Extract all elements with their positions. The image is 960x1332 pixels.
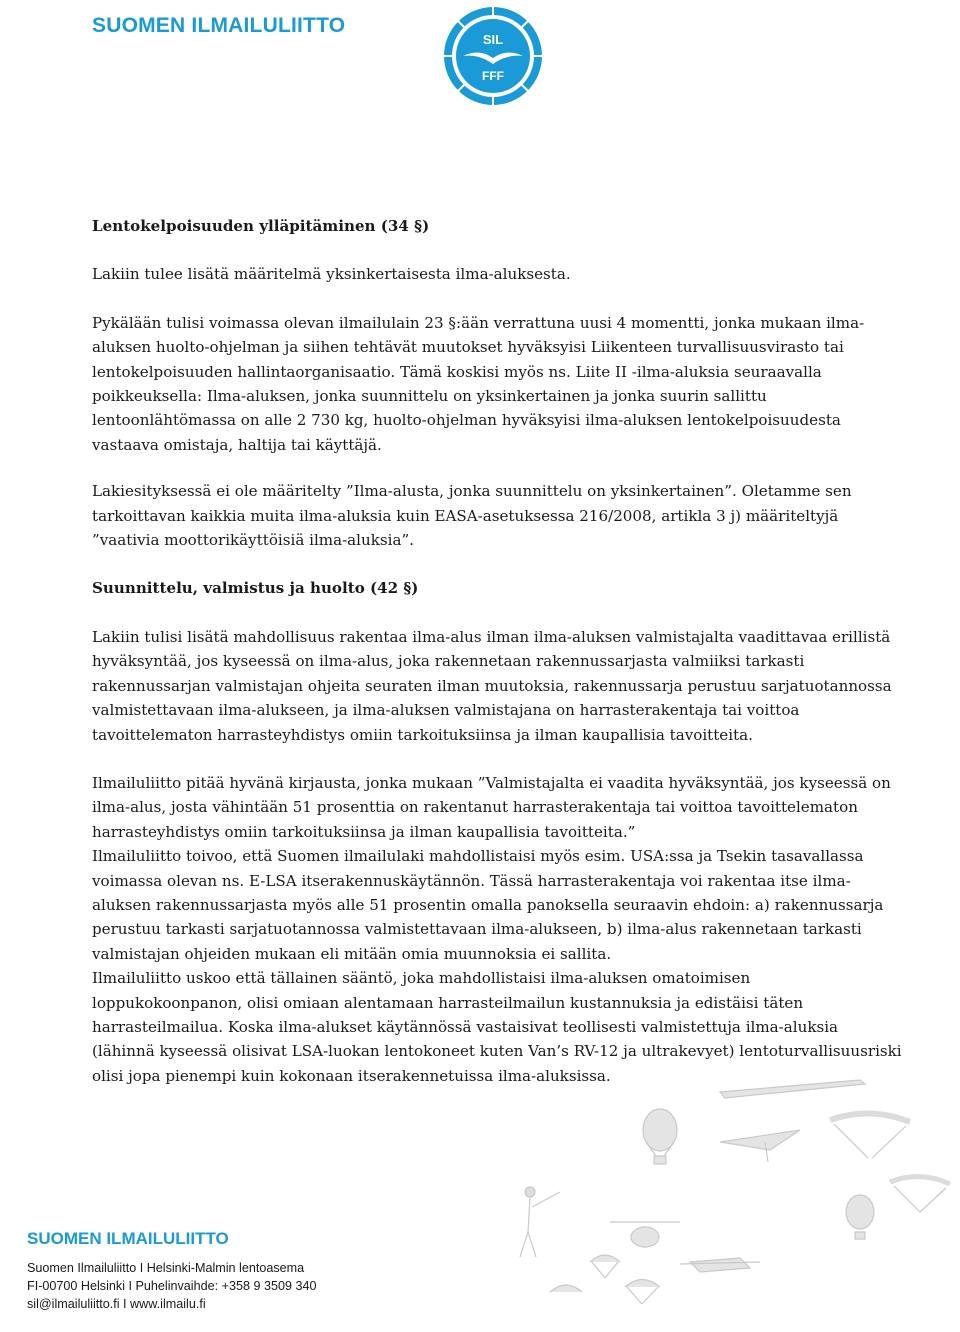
paragraph: Lakiesityksessä ei ole määritelty ”Ilma-alusta, jonka suunnittelu on yksinkertainen”. Oletamme sen tarkoittavan kaikkia muita ilma-aluksia kuin EASA-asetuksessa 216/2008, artikla 3 j) määriteltyjä ”vaativia moottorikäyttöisiä ilma-aluksia”.: [92, 482, 852, 550]
footer-address: Suomen Ilmailuliitto I Helsinki-Malmin lentoasema: [27, 1261, 305, 1275]
paragraph: Ilmailuliitto uskoo että tällainen sääntö, joka mahdollistaisi ilma-aluksen omatoimisen loppukokoonpanon, olisi omiaan alentamaan harrasteilmailun kustannuksia ja edistäisi täten harrasteilmailua. Koska ilma-alukset käytännössä vastaisivat teollisesti valmistettuja ilma-aluksia (lähinnä kyseessä olisivat LSA-luokan lentokoneet kuten Van’s RV-12 ja ultrakevyet) lentoturvallisuusriski olisi jopa pienempi kuin kokonaan itserakennetuissa ilma-aluksissa.: [92, 969, 902, 1085]
aviation-illustration: [420, 1072, 960, 1332]
logo-text-fff: FFF: [482, 69, 504, 83]
paragraph: Pykälään tulisi voimassa olevan ilmailulain 23 §:ään verrattuna uusi 4 momentti, jonka mukaan ilma-aluksen huolto-ohjelman ja siihen tehtävät muutokset hyväksyisi Liikenteen turvallisuusvirasto tai lentokelpoisuuden hallintaorganisaatio. Tämä koskisi myös ns. Liite II -ilma-aluksia seuraavalla poikkeuksella: Ilma-aluksen, jonka suunnittelu on yksinkertainen ja jonka suurin sallittu lentoonlähtömassa on alle 2 730 kg, huolto-ohjelman hyväksyisi ilma-aluksen lentokelpoisuudesta vastaava omistaja, haltija tai käyttäjä.: [92, 313, 865, 454]
footer-contact: [27, 1259, 317, 1313]
footer-email-web: sil@ilmailuliitto.fi I www.ilmailu.fi: [27, 1297, 206, 1311]
footer-brand: SUOMEN ILMAILULIITTO: [27, 1229, 229, 1248]
paragraph: Lakiin tulisi lisätä mahdollisuus rakentaa ilma-alus ilman ilma-aluksen valmistajalta vaadittavaa erillistä hyväksyntää, jos kyseessä on ilma-alus, joka rakennetaan rakennussarjasta valmiiksi tarkasti rakennussarjan valmistajan ohjeita seuraten ilman muutoksia, rakennussarja perustuu sarjatuotannossa valmistettavaan ilma-alukseen, ja ilma-aluksen valmistajana on harrasterakentaja tai voittoa tavoittelematon harrasteyhdistys omiin tarkoituksiinsa ja ilman kaupallisia tavoitteita.: [92, 627, 892, 744]
section-heading: Lentokelpoisuuden ylläpitäminen (34 §): [92, 217, 430, 235]
paragraph: Ilmailuliitto toivoo, että Suomen ilmailulaki mahdollistaisi myös esim. USA:ssa ja Tsekin tasavallassa voimassa olevan ns. E-LSA itserakennuskäytännön. Tässä harrasterakentaja voi rakentaa itse ilma-aluksen rakennussarjasta myös alle 51 prosentin omalla panoksella seuraavin ehdoin: a) rakennussarja perustuu tarkasti sarjatuotannossa valmistettavaan ilma-alukseen, b) ilma-alus rakennetaan tarkasti valmistajan ohjeiden mukaan eli mitään omia muunnoksia ei sallita.: [92, 847, 884, 963]
sil-logo: [441, 4, 545, 108]
document-body: [92, 214, 902, 1088]
organization-header: SUOMEN ILMAILULIITTO: [92, 14, 346, 37]
logo-text-sil: SIL: [482, 32, 504, 47]
section-heading: Suunnittelu, valmistus ja huolto (42 §): [92, 579, 419, 598]
footer-phone: FI-00700 Helsinki I Puhelinvaihde: +358 9 3509 340: [27, 1279, 317, 1293]
paragraph: Lakiin tulee lisätä määritelmä yksinkertaisesta ilma-aluksesta.: [92, 265, 571, 284]
paragraph: Ilmailuliitto pitää hyvänä kirjausta, jonka mukaan ”Valmistajalta ei vaadita hyväksyntää, jos kyseessä on ilma-alus, josta vähintään 51 prosenttia on rakentanut harrasterakentaja tai voittoa tavoittelematon harrasteyhdistys omiin tarkoituksiinsa ja ilman kaupallisia tavoitteita.”: [92, 773, 891, 841]
